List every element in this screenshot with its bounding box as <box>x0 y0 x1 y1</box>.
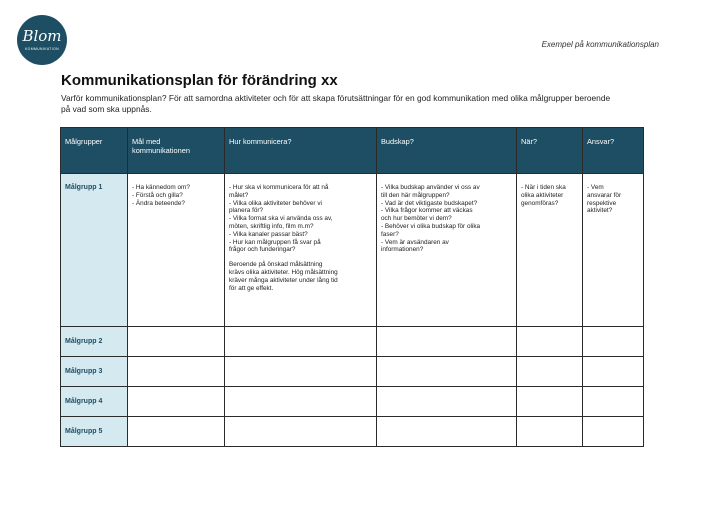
header-responsible: Ansvar? <box>583 128 644 174</box>
header-when: När? <box>517 128 583 174</box>
goal-cell <box>128 387 225 417</box>
responsible-cell <box>583 417 644 447</box>
target-group-label: Målgrupp 1 <box>61 174 128 327</box>
intro-text: Varför kommunikationsplan? För att samordna aktiviteter och för att skapa förutsättningar för en god kommunikation med olika målgrupper beroende på vad som ska uppnås. <box>61 93 611 114</box>
when-cell <box>517 417 583 447</box>
header-goals: Mål med kommunikationen <box>128 128 225 174</box>
goal-cell <box>128 174 225 327</box>
table-header-row <box>61 128 644 174</box>
how-line: - Hur kan målgruppen få svar på <box>229 238 321 246</box>
table-row <box>61 174 644 327</box>
when-cell <box>517 387 583 417</box>
when-line: olika aktiviteter <box>521 191 564 199</box>
responsible-line: - Vem <box>587 184 604 191</box>
target-group-label: Målgrupp 2 <box>61 327 128 357</box>
how-note-line: Beroende på önskad målsättning <box>229 261 323 269</box>
table-row <box>61 387 644 417</box>
how-line: planera för? <box>229 207 264 215</box>
message-line: - Vem är avsändaren av <box>381 238 449 246</box>
how-note-line: för att ge effekt. <box>229 284 274 292</box>
how-cell <box>225 327 377 357</box>
logo-wordmark: Blom <box>22 27 62 45</box>
message-line: - Vilka frågor kommer att väckas <box>381 207 473 215</box>
communication-plan-table <box>60 127 644 447</box>
message-cell <box>377 417 517 447</box>
when-cell <box>517 327 583 357</box>
target-group-label: Målgrupp 5 <box>61 417 128 447</box>
how-cell <box>225 417 377 447</box>
target-group-label: Målgrupp 3 <box>61 357 128 387</box>
responsible-line: ansvarar för <box>587 191 622 199</box>
goal-line: - Förstå och gilla? <box>132 191 183 199</box>
goal-line: - Ha kännedom om? <box>132 184 190 191</box>
message-line: till den här målgruppen? <box>381 191 450 199</box>
when-cell <box>517 357 583 387</box>
message-line: och hur bemöter vi dem? <box>381 215 452 223</box>
how-line: möten, skriftlig info, film m.m? <box>229 222 314 230</box>
logo-subtitle: KOMMUNIKATION <box>25 47 59 51</box>
responsible-cell <box>583 174 644 327</box>
page-title: Kommunikationsplan för förändring xx <box>61 72 338 89</box>
company-logo <box>17 15 67 65</box>
how-note-line: krävs olika aktiviteter. Hög målsättning <box>229 268 338 276</box>
how-line: - Vilka kanaler passar bäst? <box>229 230 308 238</box>
responsible-cell <box>583 357 644 387</box>
header-message: Budskap? <box>377 128 517 174</box>
responsible-line: respektive <box>587 199 617 207</box>
how-line: målet? <box>229 191 249 199</box>
responsible-cell <box>583 327 644 357</box>
message-line: informationen? <box>381 246 424 254</box>
goal-cell <box>128 327 225 357</box>
target-group-label: Målgrupp 4 <box>61 387 128 417</box>
message-cell <box>377 327 517 357</box>
goal-line: - Ändra beteende? <box>132 199 185 207</box>
responsible-cell <box>583 387 644 417</box>
how-cell <box>225 174 377 327</box>
when-line: - När i tiden ska <box>521 184 566 191</box>
header-target-groups: Målgrupper <box>61 128 128 174</box>
when-cell <box>517 174 583 327</box>
message-line: - Vilka budskap använder vi oss av <box>381 184 480 191</box>
message-line: - Vad är det viktigaste budskapet? <box>381 199 478 207</box>
how-line: - Vilka format ska vi använda oss av, <box>229 215 333 223</box>
message-cell <box>377 357 517 387</box>
responsible-line: aktivitet? <box>587 207 613 215</box>
table-row <box>61 327 644 357</box>
how-cell <box>225 357 377 387</box>
how-line: frågor och funderingar? <box>229 246 296 254</box>
how-cell <box>225 387 377 417</box>
when-line: genomföras? <box>521 199 559 207</box>
message-cell <box>377 387 517 417</box>
how-line: - Hur ska vi kommunicera för att nå <box>229 184 329 191</box>
how-note-line: kräver många aktiviteter under lång tid <box>229 276 338 284</box>
message-line: - Behöver vi olika budskap för olika <box>381 222 481 230</box>
table-row <box>61 417 644 447</box>
goal-cell <box>128 357 225 387</box>
message-cell <box>377 174 517 327</box>
goal-cell <box>128 417 225 447</box>
message-line: faser? <box>381 230 399 238</box>
table-row <box>61 357 644 387</box>
header-how: Hur kommunicera? <box>225 128 377 174</box>
how-line: - Vilka olika aktiviteter behöver vi <box>229 199 322 207</box>
header-note: Exempel på kommunikationsplan <box>541 40 659 49</box>
